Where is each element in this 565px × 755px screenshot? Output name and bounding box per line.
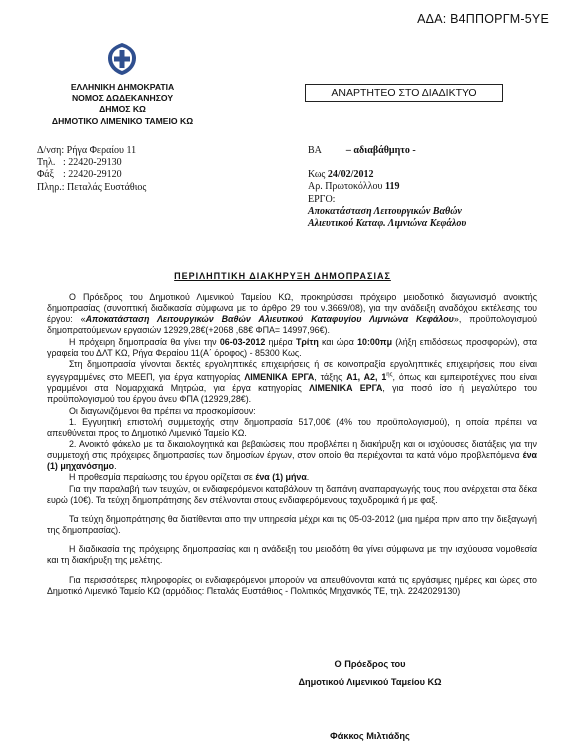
header-line: ΔΗΜΟΤΙΚΟ ΛΙΜΕΝΙΚΟ ΤΑΜΕΙΟ ΚΩ bbox=[51, 115, 194, 126]
date-label: Κως bbox=[308, 169, 326, 181]
completion-period: ένα (1) μήνα bbox=[255, 472, 307, 483]
text-run: Η πρόχειρη δημοπρασία θα γίνει την bbox=[69, 336, 220, 347]
text-run: , για ποσό ίσο ή μεγαλύτερο του προϋπολογισμού του έργου άνευ ΦΠΑ (12929,28€). bbox=[47, 383, 537, 405]
auction-date: 06-03-2012 bbox=[219, 336, 266, 347]
phone-value: : 22420-29130 bbox=[63, 157, 122, 169]
phone-line bbox=[37, 157, 146, 169]
text-run: ημέρα bbox=[265, 336, 296, 347]
ordinal-suffix: ης bbox=[386, 372, 393, 379]
text-run: Η προθεσμία περαίωσης του έργου ορίζεται σε bbox=[69, 472, 256, 483]
paragraph bbox=[47, 439, 537, 472]
signature-line: Ο Πρόεδρος του bbox=[334, 659, 406, 669]
header-line: ΕΛΛΗΝΙΚΗ ΔΗΜΟΚΡΑΤΙΑ bbox=[70, 82, 175, 92]
posted-online-box: ΑΝΑΡΤΗΤΕΟ ΣΤΟ ΔΙΑΔΙΚΤΥΟ bbox=[305, 84, 503, 102]
address: Δ/νση: Ρήγα Φεραίου 11 bbox=[37, 145, 137, 156]
classification-line bbox=[308, 145, 466, 157]
paragraph bbox=[47, 359, 537, 406]
paragraph: 1. Εγγυητική επιστολή συμμετοχής στην δημοπρασία 517,00€ (4% του προϋπολογισμού), η οποία πρέπει να απευθύνεται προς το Δημοτικό Λιμενικό Ταμείο ΚΩ. bbox=[47, 416, 537, 438]
protocol-label: Αρ. Πρωτοκόλλου bbox=[308, 181, 383, 193]
header-line: ΔΗΜΟΣ ΚΩ bbox=[99, 104, 146, 115]
text-run: . bbox=[306, 472, 310, 483]
project-name: Αποκατάσταση Λειτουργικών Βαθών Αλιευτικού Καταφυγίου Λιμνιώνα Κεφάλου bbox=[85, 314, 454, 325]
classification: – αδιαβάθμητο - bbox=[345, 145, 416, 156]
text-run: και ώρα bbox=[318, 336, 358, 347]
text-run: 2. Ανοικτό φάκελο με τα δικαιολογητικά και βεβαιώσεις που προβλέπει η διακήρυξη και οι ισχύουσες διατάξεις για την συμμετοχή στις πρόχειρες δημοπρασίες των δημοσίων έργων, στον οποίο θα περιέχονται τα κατά νόμο προβλεπόμενα bbox=[47, 439, 537, 461]
category: ΛΙΜΕΝΙΚΑ ΕΡΓΑ bbox=[309, 383, 383, 394]
document-body bbox=[47, 292, 537, 597]
project-title-line: Αποκατάσταση Λειτουργικών Βαθών bbox=[308, 205, 462, 217]
class: Α1, Α2, 1 bbox=[346, 372, 387, 383]
date: 24/02/2012 bbox=[327, 169, 374, 181]
contact-block bbox=[37, 145, 146, 194]
phone-label: Τηλ. bbox=[37, 157, 56, 169]
paragraph bbox=[47, 472, 537, 483]
fax-value: : 22420-29120 bbox=[63, 169, 122, 181]
fax-label: Φάξ bbox=[37, 169, 55, 181]
signatory-name: Φάκκος Μιλτιάδης bbox=[330, 731, 410, 741]
text-run: Στη δημοπρασία γίνονται δεκτές εργοληπτικές επιχειρήσεις ή σε κοινοπραξία εργοληπτικές επιχειρήσεις που είναι εγγεγραμμένες στο ΜΕΕΠ, για έργα κατηγορίας bbox=[47, 358, 537, 383]
text-run: , όπως και εμπειροτέχνες που είναι γραμμένοι στα Νομαρχιακά Μητρώα, για έργα κατηγορίας bbox=[47, 372, 537, 394]
paragraph: Για την παραλαβή των τευχών, οι ενδιαφερόμενοι καταβάλουν τη δαπάνη αναπαραγωγής τους που ανέρχεται στα δέκα ευρώ (10€). Τα τεύχη δημοπράτησης δεν στέλνονται στους ενδιαφερόμενους ταχυδρομικά ή με φαξ. bbox=[47, 483, 537, 505]
document-meta bbox=[308, 145, 466, 230]
text-run: (λήξη επιδόσεως προσφορών), στα γραφεία του ΔΛΤ ΚΩ, Ρήγα Φεραίου 11(Α΄ όροφος) - 85300 Κως. bbox=[47, 336, 538, 358]
text-run: Ο Πρόεδρος του Δημοτικού Λιμενικού Ταμείου ΚΩ, προκηρύσσει πρόχειρο μειοδοτικό διαγωνισμό ανοικτής δημοπρασίας (συνοπτική διαδικασία σύμφωνα με το άρθρο 29 του ν.3669/08), για την ανάδειξη αναδόχου εκτέλεσης του έργου: « bbox=[47, 292, 537, 325]
ba-label: ΒΑ bbox=[308, 145, 322, 156]
auction-day: Τρίτη bbox=[295, 336, 319, 347]
header-line: ΝΟΜΟΣ ΔΩΔΕΚΑΝΗΣΟΥ bbox=[71, 93, 174, 104]
paragraph bbox=[47, 337, 537, 359]
greek-emblem-icon bbox=[105, 42, 139, 76]
signature-title bbox=[270, 655, 470, 691]
paragraph: Τα τεύχη δημοπράτησης θα διατίθενται απο την υπηρεσία μέχρι και τις 05-03-2012 (μια ημέρα πριν απο την διεξαγωγή της δημοπρασίας). bbox=[47, 513, 537, 536]
protocol-number: 119 bbox=[385, 181, 400, 193]
auction-time: 10:00πμ bbox=[357, 336, 393, 347]
text-run: . bbox=[114, 461, 117, 472]
paragraph bbox=[47, 292, 537, 337]
ada-code: ΑΔΑ: Β4ΠΠΟΡΓΜ-5ΥΕ bbox=[417, 12, 549, 26]
paragraph: Οι διαγωνιζόμενοι θα πρέπει να προσκομίσουν: bbox=[69, 405, 256, 416]
stamp-requirement: ένα (1) μηχανόσημο bbox=[47, 450, 537, 472]
contact-person: Πληρ.: Πεταλάς Ευστάθιος bbox=[37, 181, 147, 193]
date-line bbox=[308, 169, 466, 181]
text-run: », προϋπολογισμού δημοπρατούμενων εργασιών 12929,28€(+2068 ,68€ ΦΠΑ= 14997,96€). bbox=[47, 314, 538, 336]
fax-line bbox=[37, 169, 146, 181]
project-title-line: Αλιευτικού Καταφ. Λιμνιώνα Κεφάλου bbox=[308, 218, 467, 230]
protocol-line bbox=[308, 181, 466, 193]
paragraph: Η διαδικασία της πρόχειρης δημοπρασίας και η ανάδειξη του μειοδότη θα γίνει σύμφωνα με την ισχύουσα νομοθεσία και τη διακήρυξη της μελέτης. bbox=[47, 544, 537, 566]
project-label: ΕΡΓΟ: bbox=[308, 193, 336, 205]
issuer-header bbox=[15, 82, 230, 127]
signature-line: Δημοτικού Λιμενικού Ταμείου ΚΩ bbox=[298, 677, 442, 687]
category: ΛΙΜΕΝΙΚΑ ΕΡΓΑ bbox=[244, 372, 315, 383]
document-title: ΠΕΡΙΛΗΠΤΙΚΗ ΔΙΑΚΗΡΥΞΗ ΔΗΜΟΠΡΑΣΙΑΣ bbox=[174, 271, 391, 281]
paragraph: Για περισσότερες πληροφορίες οι ενδιαφερόμενοι μπορούν να απευθύνονται κατά τις εργάσιμες ημέρες και ώρες στο Δημοτικό Λιμενικό Ταμείο ΚΩ (αρμόδιος: Πεταλάς Ευστάθιος - Πολιτικός Μηχανικός ΤΕ, τηλ. 2242029130) bbox=[47, 574, 537, 596]
text-run: , τάξης bbox=[314, 372, 347, 383]
